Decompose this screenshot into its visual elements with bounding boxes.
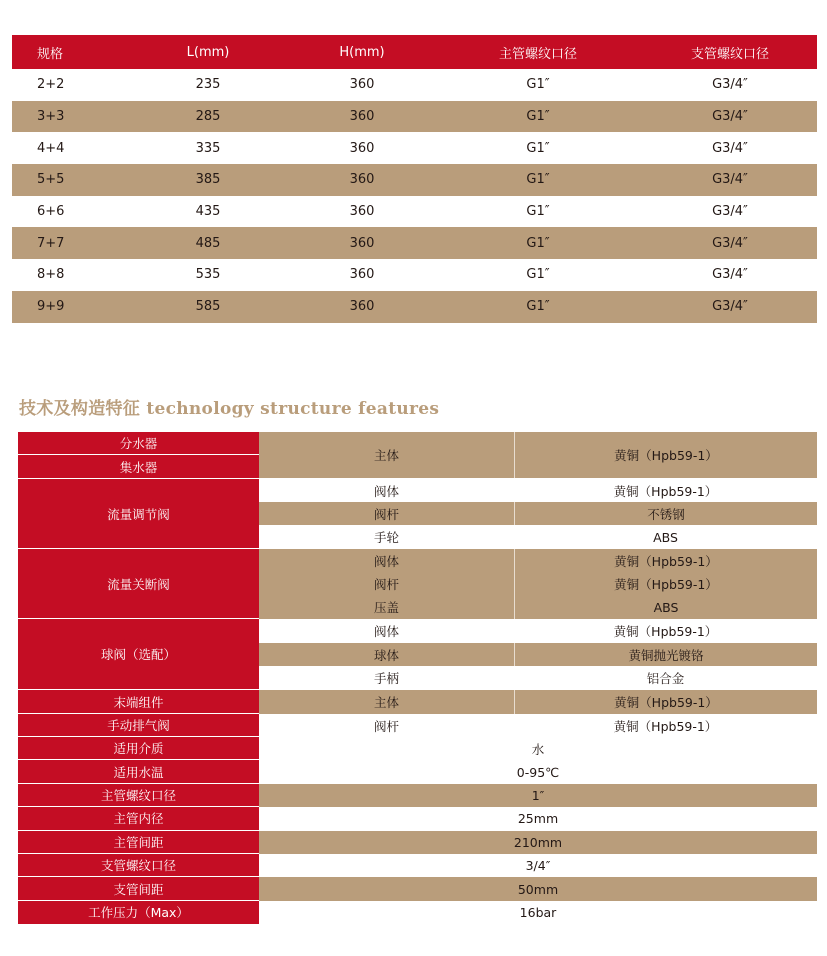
cell-spec: 5+5	[37, 172, 65, 188]
cell-l: 485	[195, 235, 221, 251]
cell-h: 360	[349, 235, 375, 251]
label-fenshuiqi: 分水器	[18, 432, 259, 455]
material-cell: 黄铜（Hpb59-1）	[514, 549, 817, 572]
cell-h: 360	[349, 267, 375, 283]
param-value: 水	[531, 741, 545, 757]
label-jishuiqi: 集水器	[18, 455, 259, 478]
cell-main-thread: G1″	[526, 140, 550, 156]
param-value: 25mm	[517, 811, 559, 827]
material-cell: 不锈钢	[514, 502, 817, 525]
section-title: 技术及构造特征 technology structure features	[19, 399, 440, 419]
cell-spec: 6+6	[37, 204, 65, 220]
cell-main-thread: G1″	[526, 204, 550, 220]
header-branch-thread: 支管螺纹口径	[690, 46, 769, 62]
cell-branch-thread: G3/4″	[712, 172, 748, 188]
part-cell: 主体	[259, 690, 514, 714]
header-l: L(mm)	[186, 44, 230, 60]
part-cell: 压盖	[259, 595, 514, 619]
cell-main-thread: G1″	[526, 235, 550, 251]
cell-l: 535	[195, 267, 221, 283]
part-cell: 阀杆	[259, 572, 514, 595]
part-cell: 阀体	[373, 483, 399, 499]
material-cell: ABS	[653, 529, 678, 545]
cell-branch-thread: G3/4″	[712, 267, 748, 283]
param-value: 210mm	[259, 831, 817, 854]
param-label: 适用水温	[18, 760, 259, 783]
material-cell: 黄铜抛光镀铬	[514, 643, 817, 666]
part-cell: 阀杆	[259, 502, 514, 525]
material-cell: ABS	[514, 595, 817, 619]
cell-spec: 4+4	[37, 140, 65, 156]
cell-main-thread: G1″	[526, 109, 550, 125]
material-cell: 黄铜（Hpb59-1）	[514, 572, 817, 595]
label-air-vent: 手动排气阀	[18, 714, 259, 737]
header-h: H(mm)	[339, 44, 385, 60]
cell-branch-thread: G3/4″	[712, 109, 748, 125]
collector-part: 主体	[259, 432, 514, 478]
cell-l: 235	[195, 77, 221, 93]
label-flow-shutoff-valve: 流量关断阀	[18, 549, 259, 619]
cell-spec: 2+2	[37, 77, 65, 93]
part-cell: 阀体	[373, 624, 399, 639]
param-value: 3/4″	[525, 858, 551, 874]
param-value: 16bar	[519, 904, 557, 920]
cell-h: 360	[349, 109, 375, 125]
cell-main-thread: G1″	[526, 77, 550, 93]
material-cell: 黄铜（Hpb59-1）	[613, 718, 718, 734]
label-ball-valve: 球阀（选配）	[18, 619, 259, 690]
param-label: 适用介质	[18, 737, 259, 760]
cell-l: 335	[195, 140, 221, 156]
cell-l: 285	[195, 109, 221, 125]
part-cell: 阀体	[259, 549, 514, 572]
cell-branch-thread: G3/4″	[712, 140, 748, 156]
cell-spec: 9+9	[37, 299, 65, 315]
param-label: 主管内径	[18, 807, 259, 830]
part-cell: 球体	[259, 643, 514, 666]
cell-h: 360	[349, 172, 375, 188]
param-label: 支管螺纹口径	[18, 854, 259, 877]
cell-main-thread: G1″	[526, 172, 550, 188]
material-cell: 黄铜（Hpb59-1）	[613, 624, 718, 639]
header-main-thread: 主管螺纹口径	[498, 46, 577, 62]
collector-material: 黄铜（Hpb59-1）	[514, 432, 817, 478]
cell-h: 360	[349, 204, 375, 220]
cell-branch-thread: G3/4″	[712, 77, 748, 93]
cell-h: 360	[349, 299, 375, 315]
cell-h: 360	[349, 140, 375, 156]
part-cell: 手柄	[373, 671, 399, 686]
param-label: 工作压力（Max）	[18, 901, 259, 924]
cell-main-thread: G1″	[526, 299, 550, 315]
label-flow-regulating-valve: 流量调节阀	[18, 479, 259, 549]
param-value: 50mm	[259, 877, 817, 900]
cell-l: 585	[195, 299, 221, 315]
param-label: 主管间距	[18, 831, 259, 854]
cell-spec: 7+7	[37, 235, 65, 251]
part-cell: 手轮	[373, 530, 399, 545]
cell-spec: 3+3	[37, 109, 65, 125]
param-label: 主管螺纹口径	[18, 784, 259, 807]
cell-spec: 8+8	[37, 267, 65, 283]
header-spec: 规格	[37, 46, 64, 62]
cell-branch-thread: G3/4″	[712, 299, 748, 315]
param-value: 0-95℃	[516, 764, 560, 780]
label-end-assembly: 末端组件	[18, 690, 259, 714]
material-cell: 黄铜（Hpb59-1）	[613, 483, 718, 499]
cell-branch-thread: G3/4″	[712, 204, 748, 220]
param-label: 支管间距	[18, 877, 259, 900]
material-cell: 黄铜（Hpb59-1）	[514, 690, 817, 714]
material-cell: 铝合金	[646, 671, 685, 686]
param-value: 1″	[259, 784, 817, 807]
cell-branch-thread: G3/4″	[712, 235, 748, 251]
cell-l: 435	[195, 204, 221, 220]
cell-l: 385	[195, 172, 221, 188]
cell-h: 360	[349, 77, 375, 93]
part-cell: 阀杆	[373, 718, 399, 734]
cell-main-thread: G1″	[526, 267, 550, 283]
